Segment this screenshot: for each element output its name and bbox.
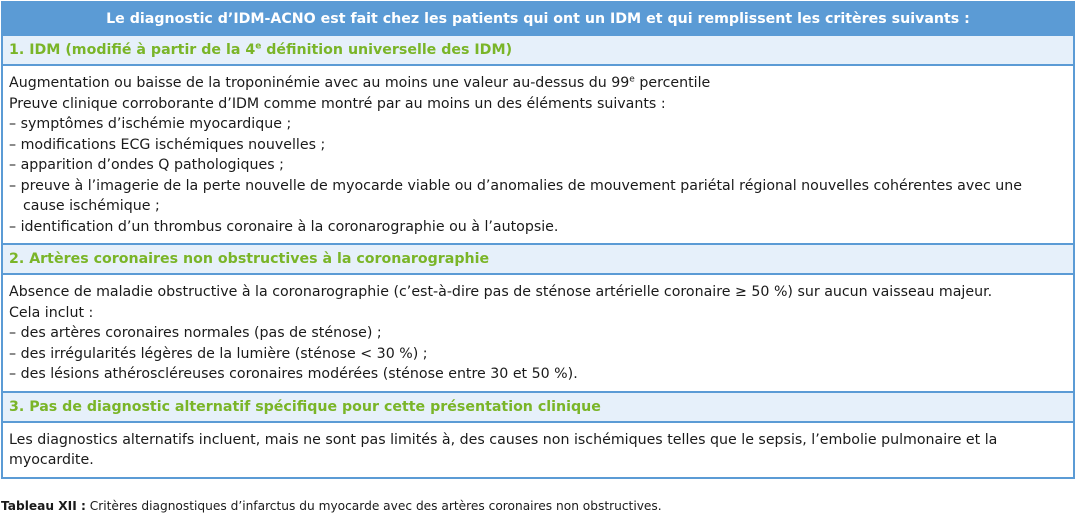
list-item: Preuve clinique corroborante d’IDM comme montré par au moins un des éléments suivants :: [9, 95, 666, 112]
list-item: Les diagnostics alternatifs incluent, mais ne sont pas limités à, des causes non ischémiques telles que le sepsis, l’embolie pulmonaire et la: [9, 431, 998, 448]
list-item: Cela inclut :: [9, 304, 94, 321]
list-item: – preuve à l’imagerie de la perte nouvelle de myocarde viable ou d’anomalies de mouvement pariétal régional nouvelles cohérentes avec une: [9, 177, 1022, 194]
list-item: cause ischémique ;: [23, 198, 160, 214]
section-1-body: [3, 66, 1073, 243]
table-caption: [1, 499, 662, 513]
caption-label: Tableau XII :: [1, 499, 86, 513]
list-item: myocardite.: [9, 452, 94, 468]
list-item: Absence de maladie obstructive à la coronarographie (c’est-à-dire pas de sténose artérielle coronaire ≥ 50 %) sur aucun vaisseau majeur.: [9, 284, 993, 300]
section-3-title: 3. Pas de diagnostic alternatif spécifique pour cette présentation clinique: [3, 391, 1073, 423]
caption-text: Critères diagnostiques d’infarctus du myocarde avec des artères coronaires non obstructives.: [85, 499, 662, 513]
list-item: – symptômes d’ischémie myocardique ;: [9, 116, 292, 132]
list-item: – modifications ECG ischémiques nouvelles ;: [9, 136, 326, 153]
list-item: – apparition d’ondes Q pathologiques ;: [9, 157, 284, 173]
section-2-title: 2. Artères coronaires non obstructives à la coronarographie: [3, 243, 1073, 275]
list-item: – des lésions athéroscléreuses coronaires modérées (sténose entre 30 et 50 %).: [9, 366, 578, 382]
list-item: – des artères coronaires normales (pas de sténose) ;: [9, 325, 382, 341]
list-item: – des irrégularités légères de la lumière (sténose < 30 %) ;: [9, 345, 428, 362]
list-item: Augmentation ou baisse de la troponinémie avec au moins une valeur au-dessus du 99e percentile: [9, 74, 711, 91]
section-1-title: 1. IDM (modifié à partir de la 4e définition universelle des IDM): [3, 36, 1073, 66]
section-3-body: [3, 423, 1073, 477]
table-header: Le diagnostic d’IDM-ACNO est fait chez les patients qui ont un IDM et qui remplissent les critères suivants :: [3, 3, 1073, 36]
list-item: – identification d’un thrombus coronaire à la coronarographie ou à l’autopsie.: [9, 218, 559, 235]
section-2-body: [3, 275, 1073, 391]
criteria-table: [1, 1, 1075, 479]
